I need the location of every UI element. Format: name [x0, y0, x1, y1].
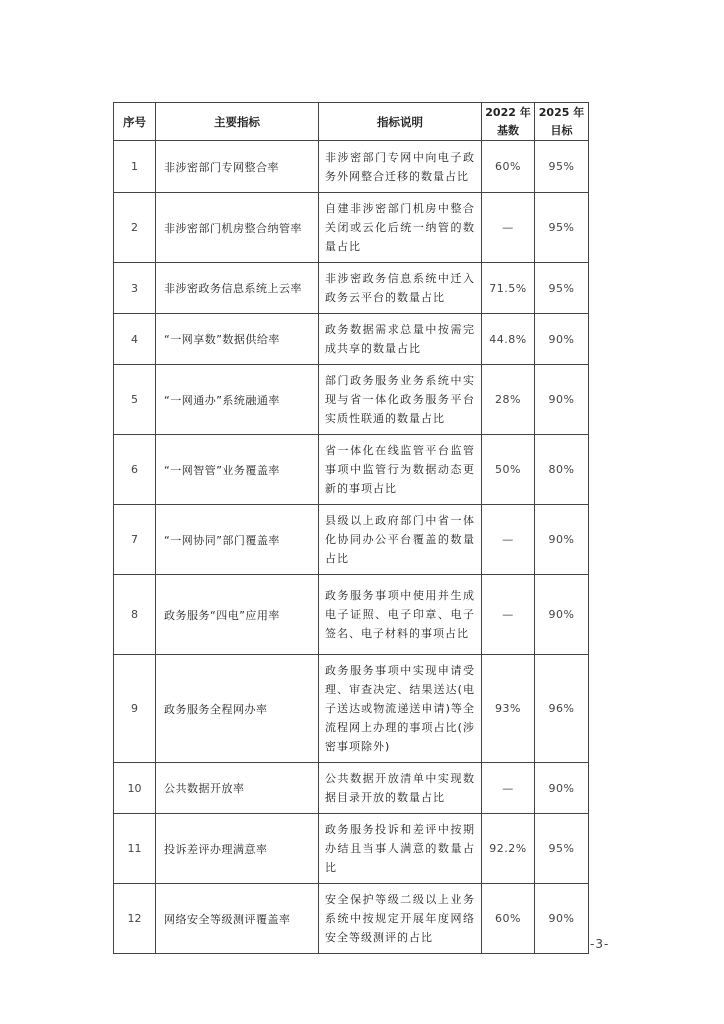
row-base: 71.5% [482, 263, 535, 314]
row-seq: 9 [114, 655, 156, 763]
row-indicator: 投诉差评办理满意率 [156, 814, 319, 884]
header-indicator: 主要指标 [156, 103, 319, 141]
row-base: — [482, 193, 535, 263]
row-target: 80% [535, 435, 589, 505]
row-target: 90% [535, 763, 589, 814]
table-clip [113, 102, 588, 944]
row-indicator: “一网享数”数据供给率 [156, 314, 319, 365]
row-description: 非涉密部门专网中向电子政务外网整合迁移的数量占比 [319, 141, 482, 193]
row-target: 95% [535, 141, 589, 193]
row-indicator: 非涉密部门专网整合率 [156, 141, 319, 193]
row-description: 政务服务事项中实现申请受理、审查决定、结果送达(电子送达或物流递送申请)等全流程网上办理的事项占比(涉密事项除外) [319, 655, 482, 763]
row-base: — [482, 763, 535, 814]
row-seq: 10 [114, 763, 156, 814]
row-description: 公共数据开放清单中实现数据目录开放的数量占比 [319, 763, 482, 814]
row-description: 安全保护等级二级以上业务系统中按规定开展年度网络安全等级测评的占比 [319, 884, 482, 954]
header-target-year: 2025 年 [538, 105, 585, 119]
row-description: 省一体化在线监管平台监管事项中监管行为数据动态更新的事项占比 [319, 435, 482, 505]
row-seq: 2 [114, 193, 156, 263]
row-description: 政务服务投诉和差评中按期办结且当事人满意的数量占比 [319, 814, 482, 884]
header-target-label: 目标 [550, 123, 573, 137]
row-base: 60% [482, 884, 535, 954]
indicator-table [113, 102, 589, 954]
table-row [114, 314, 589, 365]
table-row [114, 575, 589, 655]
row-base: — [482, 575, 535, 655]
row-indicator: 非涉密政务信息系统上云率 [156, 263, 319, 314]
row-base: 60% [482, 141, 535, 193]
row-seq: 6 [114, 435, 156, 505]
table-row [114, 193, 589, 263]
row-target: 90% [535, 884, 589, 954]
row-description: 自建非涉密部门机房中整合关闭或云化后统一纳管的数量占比 [319, 193, 482, 263]
row-target: 96% [535, 655, 589, 763]
page-number: -3- [590, 937, 610, 951]
table-row [114, 141, 589, 193]
row-seq: 8 [114, 575, 156, 655]
row-base: 44.8% [482, 314, 535, 365]
row-description: 非涉密政务信息系统中迁入政务云平台的数量占比 [319, 263, 482, 314]
row-target: 90% [535, 575, 589, 655]
row-target: 90% [535, 505, 589, 575]
row-target: 95% [535, 263, 589, 314]
row-seq: 1 [114, 141, 156, 193]
row-target: 95% [535, 814, 589, 884]
table-row [114, 435, 589, 505]
row-seq: 5 [114, 365, 156, 435]
row-seq: 4 [114, 314, 156, 365]
header-description: 指标说明 [319, 103, 482, 141]
table-row [114, 763, 589, 814]
header-target [535, 103, 589, 141]
row-seq: 12 [114, 884, 156, 954]
row-base: — [482, 505, 535, 575]
row-description: 县级以上政府部门中省一体化协同办公平台覆盖的数量占比 [319, 505, 482, 575]
row-indicator: “一网协同”部门覆盖率 [156, 505, 319, 575]
row-description: 部门政务服务业务系统中实现与省一体化政务服务平台实质性联通的数量占比 [319, 365, 482, 435]
row-base: 93% [482, 655, 535, 763]
row-seq: 3 [114, 263, 156, 314]
row-indicator: “一网通办”系统融通率 [156, 365, 319, 435]
row-description: 政务服务事项中使用并生成电子证照、电子印章、电子签名、电子材料的事项占比 [319, 575, 482, 655]
row-seq: 11 [114, 814, 156, 884]
table-row [114, 884, 589, 954]
table-row [114, 505, 589, 575]
row-base: 28% [482, 365, 535, 435]
table-row [114, 365, 589, 435]
header-base-label: 基数 [497, 123, 519, 137]
row-indicator: 政务服务“四电”应用率 [156, 575, 319, 655]
row-base: 50% [482, 435, 535, 505]
row-indicator: 公共数据开放率 [156, 763, 319, 814]
header-base [482, 103, 535, 141]
table-row [114, 263, 589, 314]
table-row [114, 814, 589, 884]
header-seq: 序号 [114, 103, 156, 141]
row-description: 政务数据需求总量中按需完成共享的数量占比 [319, 314, 482, 365]
table-header-row [114, 103, 589, 141]
row-indicator: 非涉密部门机房整合纳管率 [156, 193, 319, 263]
row-seq: 7 [114, 505, 156, 575]
row-indicator: 网络安全等级测评覆盖率 [156, 884, 319, 954]
row-target: 90% [535, 365, 589, 435]
header-base-year: 2022 年 [485, 105, 531, 119]
row-target: 95% [535, 193, 589, 263]
table-row [114, 655, 589, 763]
row-indicator: 政务服务全程网办率 [156, 655, 319, 763]
row-base: 92.2% [482, 814, 535, 884]
row-indicator: “一网智管”业务覆盖率 [156, 435, 319, 505]
row-target: 90% [535, 314, 589, 365]
